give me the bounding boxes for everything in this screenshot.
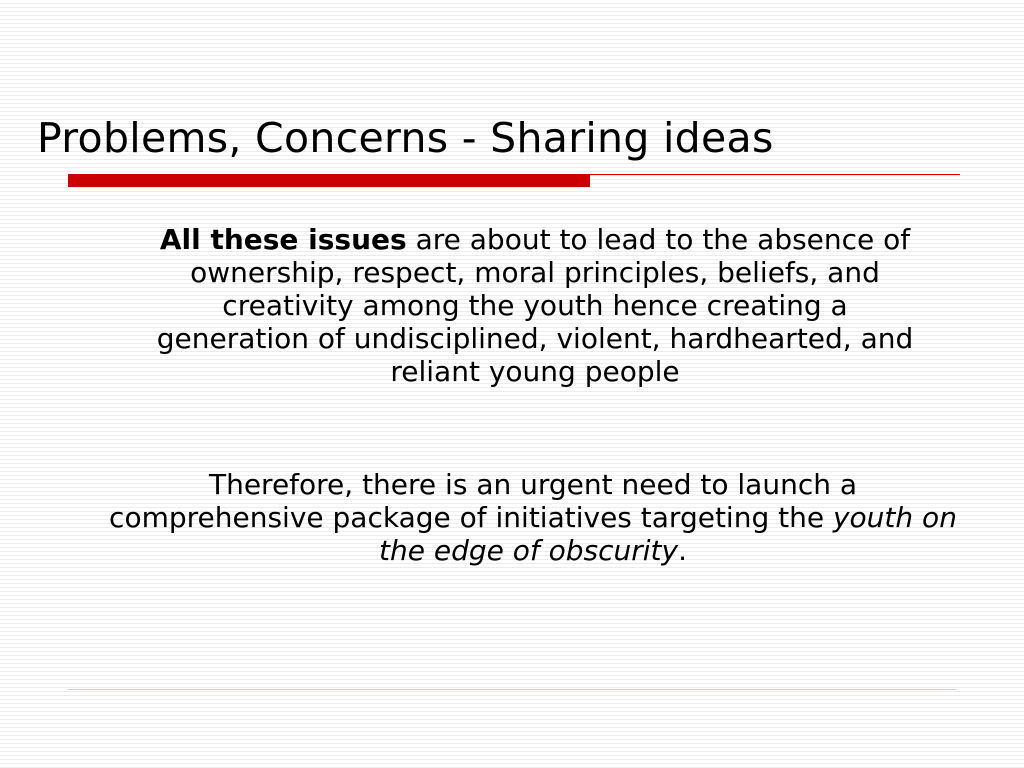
italic-emphasis-phrase: youth on the edge of obscurity [378,501,957,567]
title-underline-thin [590,174,960,175]
footer-divider [68,689,956,690]
body-paragraph-issues [150,223,920,388]
paragraph-conclusion-text: Therefore, there is an urgent need to launch a comprehensive package of initiatives targeting the [109,468,858,534]
paragraph-issues-text: are about to lead to the absence of ownership, respect, moral principles, beliefs, and creativity among the youth hence creating a generation of undisciplined, violent, hardhearted, and reliant young people [156,223,914,388]
body-paragraph-conclusion [108,468,958,567]
bold-lead-phrase: All these issues [159,223,407,256]
slide-title: Problems, Concerns - Sharing ideas [37,114,774,162]
paragraph-conclusion-end: . [678,534,688,567]
title-underline-thick [68,174,590,187]
